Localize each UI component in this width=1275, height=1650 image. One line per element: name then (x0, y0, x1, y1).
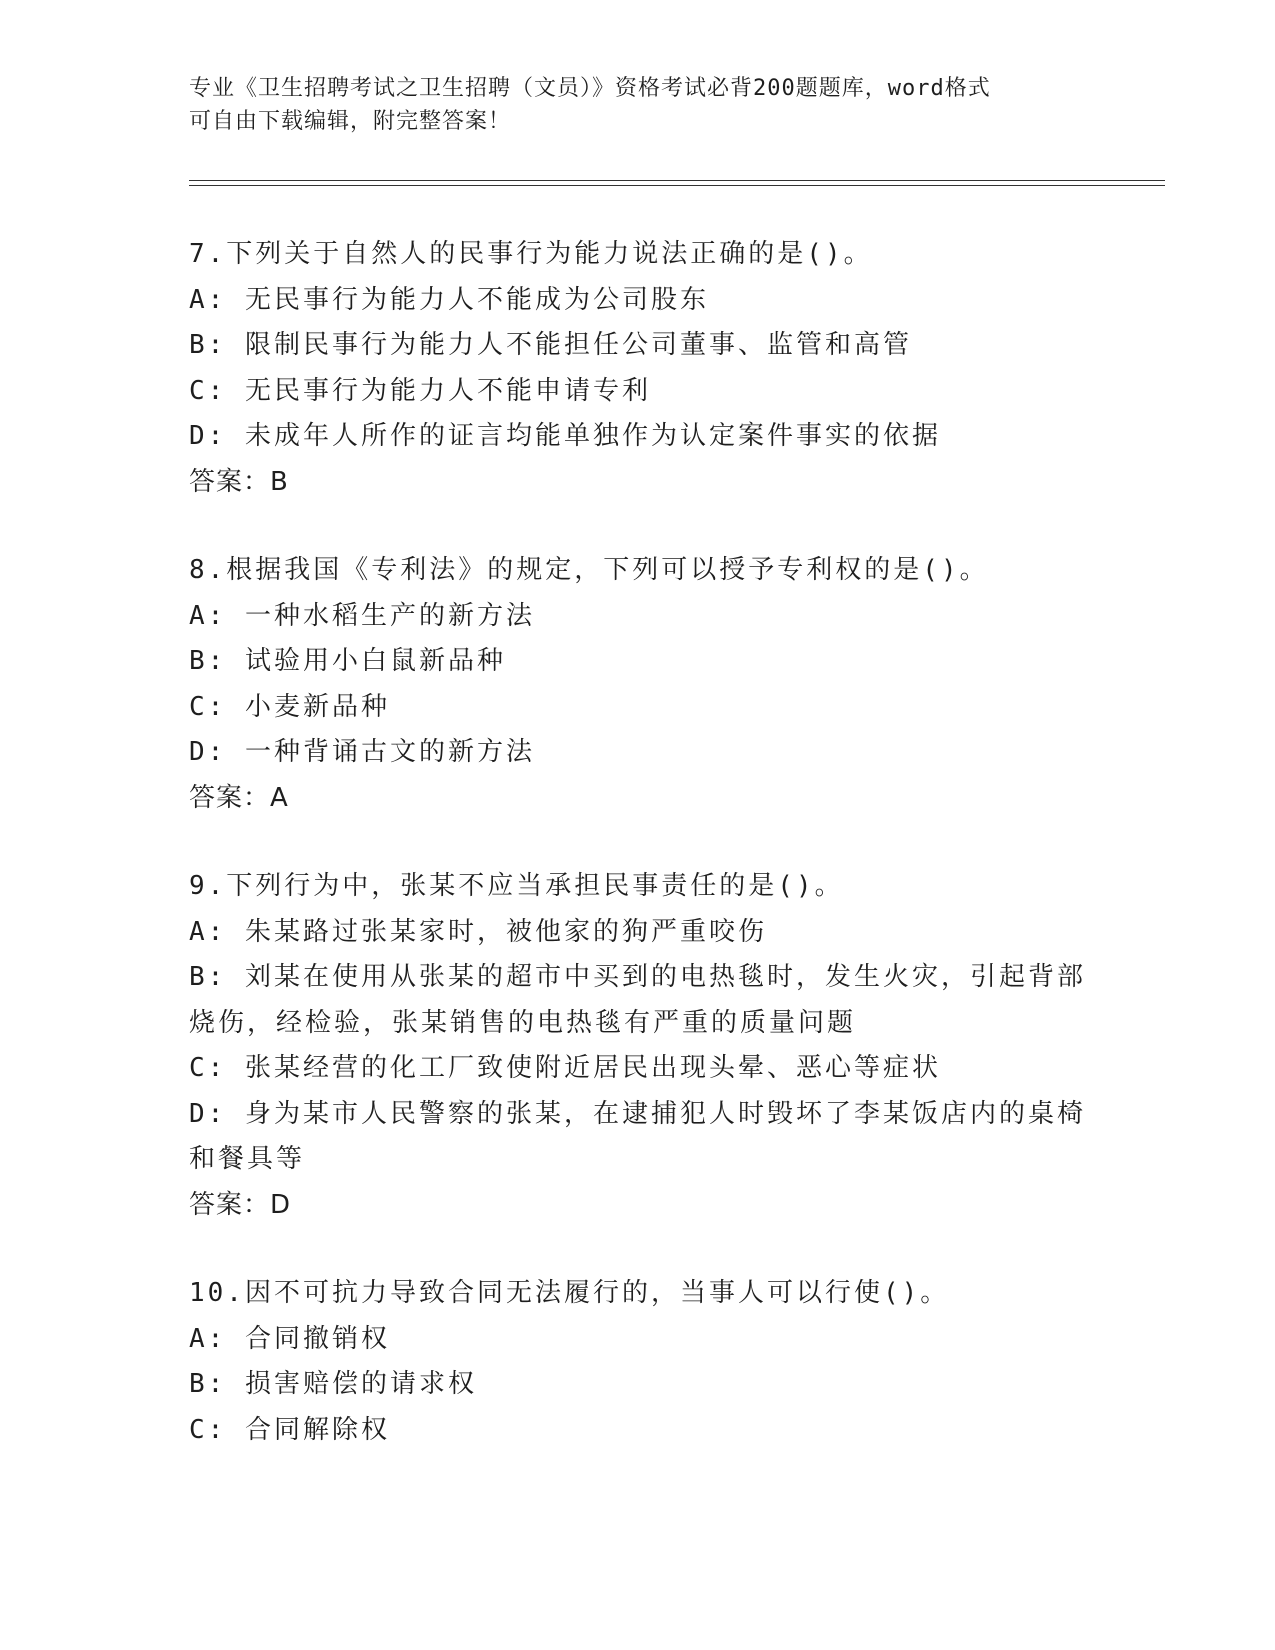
question-block (189, 1271, 1089, 1453)
option-d: D: 未成年人所作的证言均能单独作为认定案件事实的依据 (189, 421, 941, 451)
header-line-1: 专业《卫生招聘考试之卫生招聘（文员）》资格考试必背200题题库，word格式 (189, 76, 991, 101)
header-line-2: 可自由下载编辑，附完整答案！ (189, 109, 512, 134)
document-header (189, 72, 1089, 138)
option-b: B: 刘某在使用从张某的超市中买到的电热毯时，发生火灾，引起背部烧伤，经检验，张某销售的电热毯有严重的质量问题 (189, 962, 1086, 1038)
option-c: C: 合同解除权 (189, 1414, 390, 1445)
option-a: A: 合同撤销权 (189, 1323, 390, 1354)
answer-line: 答案：A (189, 782, 289, 813)
option-d: D: 身为某市人民警察的张某，在逮捕犯人时毁坏了李某饭店内的桌椅和餐具等 (189, 1098, 1086, 1174)
question-stem: 8.根据我国《专利法》的规定，下列可以授予专利权的是()。 (189, 555, 989, 585)
question-stem: 9.下列行为中，张某不应当承担民事责任的是()。 (189, 871, 844, 901)
question-stem: 7.下列关于自然人的民事行为能力说法正确的是()。 (189, 239, 873, 269)
option-a: A: 一种水稻生产的新方法 (189, 600, 535, 631)
option-b: B: 损害赔偿的请求权 (189, 1369, 477, 1399)
question-block (189, 864, 1089, 1228)
question-stem: 10.因不可抗力导致合同无法履行的，当事人可以行使()。 (189, 1278, 950, 1308)
option-d: D: 一种背诵古文的新方法 (189, 737, 535, 767)
header-divider (189, 180, 1165, 186)
option-a: A: 无民事行为能力人不能成为公司股东 (189, 284, 709, 315)
question-block (189, 548, 1089, 821)
option-c: C: 张某经营的化工厂致使附近居民出现头晕、恶心等症状 (189, 1053, 941, 1083)
answer-line: 答案：B (189, 466, 289, 497)
answer-line: 答案：D (189, 1189, 292, 1220)
question-list (189, 232, 1089, 1496)
option-a: A: 朱某路过张某家时，被他家的狗严重咬伤 (189, 916, 767, 947)
option-b: B: 试验用小白鼠新品种 (189, 646, 506, 676)
option-c: C: 小麦新品种 (189, 691, 390, 722)
option-b: B: 限制民事行为能力人不能担任公司董事、监管和高管 (189, 330, 912, 360)
option-c: C: 无民事行为能力人不能申请专利 (189, 375, 651, 406)
question-block (189, 232, 1089, 505)
